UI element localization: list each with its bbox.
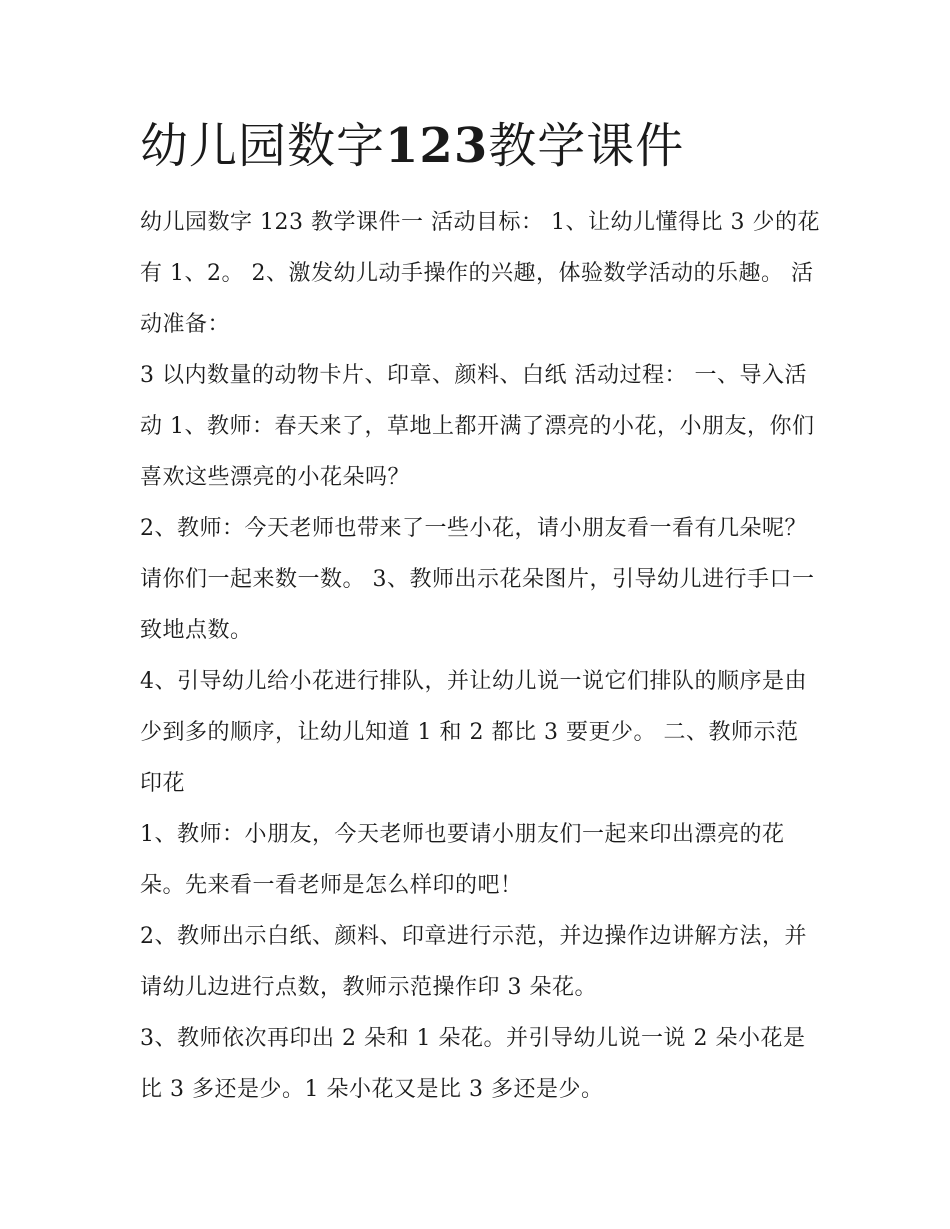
paragraph-3: 2、教师：今天老师也带来了一些小花，请小朋友看一看有几朵呢？请你们一起来数一数。 3、教师出示花朵图片，引导幼儿进行手口一致地点数。 [140, 516, 815, 643]
paragraph-1: 幼儿园数字 123 教学课件一 活动目标： 1、让幼儿懂得比 3 少的花有 1、2。 2、激发幼儿动手操作的兴趣，体验数学活动的乐趣。 活动准备： [140, 210, 820, 337]
paragraph-6: 2、教师出示白纸、颜料、印章进行示范，并边操作边讲解方法，并请幼儿边进行点数，教师示范操作印 3 朵花。 [140, 924, 807, 1000]
document-title [140, 112, 684, 180]
title-prefix: 幼儿园数字 [140, 118, 386, 174]
title-number: 123 [385, 118, 489, 174]
document-body [140, 197, 820, 1115]
title-suffix: 教学课件 [488, 118, 685, 174]
paragraph-7: 3、教师依次再印出 2 朵和 1 朵花。并引导幼儿说一说 2 朵小花是比 3 多还是少。1 朵小花又是比 3 多还是少。 [140, 1026, 806, 1102]
paragraph-2: 3 以内数量的动物卡片、印章、颜料、白纸 活动过程： 一、导入活动 1、教师：春天来了，草地上都开满了漂亮的小花，小朋友，你们喜欢这些漂亮的小花朵吗？ [140, 363, 815, 490]
paragraph-5: 1、教师：小朋友，今天老师也要请小朋友们一起来印出漂亮的花朵。先来看一看老师是怎么样印的吧！ [140, 822, 785, 898]
paragraph-4: 4、引导幼儿给小花进行排队，并让幼儿说一说它们排队的顺序是由少到多的顺序，让幼儿知道 1 和 2 都比 3 要更少。 二、教师示范印花 [140, 669, 807, 796]
document-page [140, 0, 830, 1229]
